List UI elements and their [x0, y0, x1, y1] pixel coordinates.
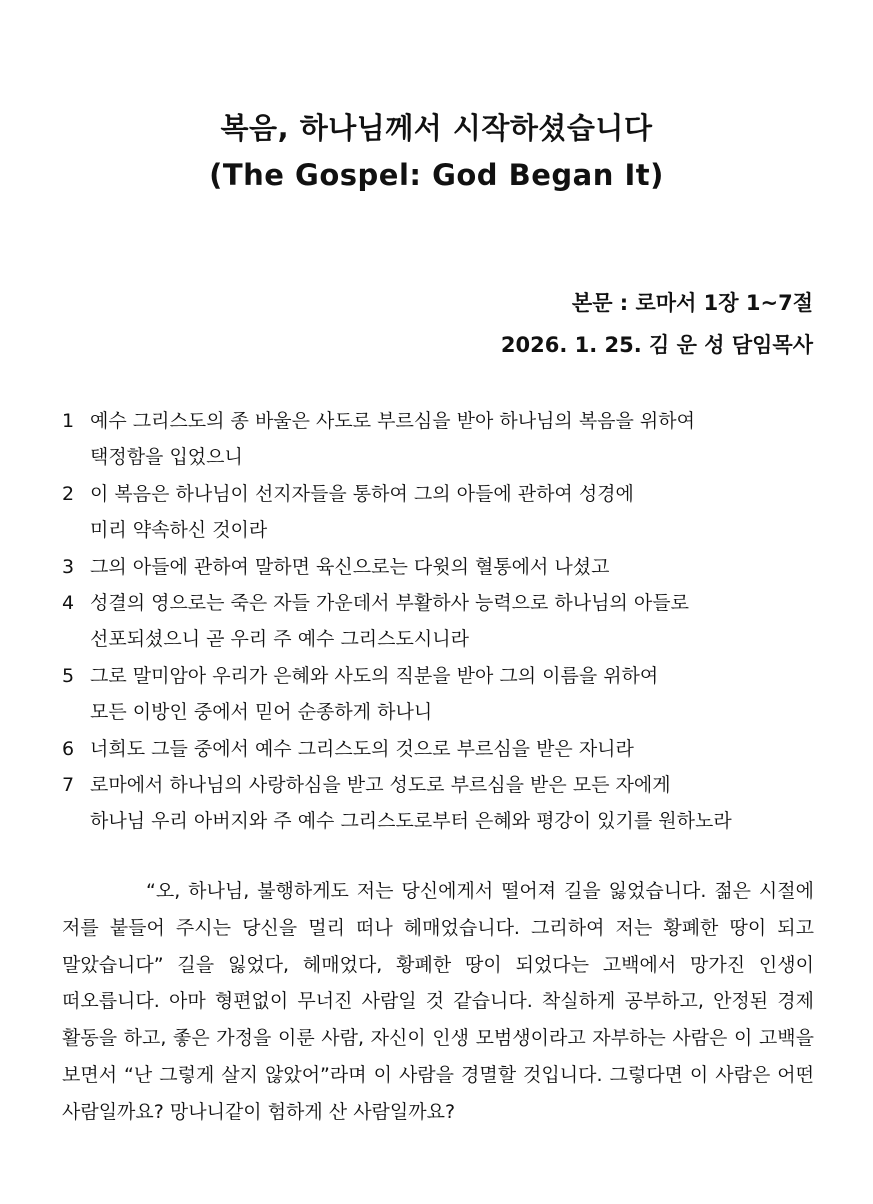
- verse-number: 6: [62, 737, 75, 760]
- verse-number: 3: [62, 555, 75, 578]
- verse-text: 그로 말미암아 우리가 은혜와 사도의 직분을 받아 그의 이름을 위하여 모든 이방인 중에서 믿어 순종하게 하나니: [90, 664, 659, 724]
- sermon-body-paragraph: “오, 하나님, 불행하게도 저는 당신에게서 떨어져 길을 잃었습니다. 젊은 시절에 저를 붙들어 주시는 당신을 멀리 떠나 헤매었습니다. 그리하여 저는 황폐한 땅이 되고 말았습니다” 길을 잃었다, 헤매었다, 황폐한 땅이 되었다는 고백에서 망가진 인생이 떠오릅니다. 아마 형편없이 무너진 사람일 것 같습니다. 착실하게 공부하고, 안정된 경제 활동을 하고, 좋은 가정을 이룬 사람, 자신이 인생 모범생이라고 자부하는 사람은 이 고백을 보면서 “난 그렇게 살지 않았어”라며 이 사람을 경멸할 것입니다. 그렇다면 이 사람은 어떤 사람일까요? 망나니같이 험하게 산 사람일까요?: [62, 880, 814, 1123]
- verse-number: 1: [62, 410, 75, 432]
- date-and-preacher: 2026. 1. 25. 김 운 성 담임목사: [500, 333, 813, 357]
- scripture-reference: 본문 : 로마서 1장 1~7절: [571, 291, 813, 315]
- verse-number: 4: [62, 592, 75, 615]
- verse-number: 5: [62, 664, 75, 687]
- verse-text: 이 복음은 하나님이 선지자들을 통하여 그의 아들에 관하여 성경에 미리 약속하신 것이라: [90, 482, 634, 542]
- verse-item: [62, 658, 822, 731]
- verse-text: 로마에서 하나님의 사랑하심을 받고 성도로 부르심을 받은 모든 자에게 하나님 우리 아버지와 주 예수 그리스도로부터 은혜와 평강이 있기를 원하노라: [90, 774, 732, 833]
- verse-text: 성결의 영으로는 죽은 자들 가운데서 부활하사 능력으로 하나님의 아들로 선포되셨으니 곧 우리 주 예수 그리스도시니라: [90, 592, 689, 651]
- sermon-title-english: (The Gospel: God Began It): [209, 158, 664, 192]
- verse-item: [62, 767, 822, 840]
- verse-item: [62, 549, 822, 585]
- verse-item: [62, 731, 822, 767]
- verse-text: 너희도 그들 중에서 예수 그리스도의 것으로 부르심을 받은 자니라: [90, 737, 634, 760]
- verse-item: [62, 585, 822, 658]
- scripture-verses: [62, 403, 822, 840]
- verse-number: 7: [62, 774, 75, 797]
- verse-text: 예수 그리스도의 종 바울은 사도로 부르심을 받아 하나님의 복음을 위하여 택정함을 입었으니: [90, 410, 695, 469]
- verse-text: 그의 아들에 관하여 말하면 육신으로는 다윗의 혈통에서 나셨고: [90, 555, 610, 578]
- verse-item: [62, 403, 822, 476]
- verse-number: 2: [62, 482, 75, 505]
- verse-item: [62, 476, 822, 549]
- sermon-title-korean: 복음, 하나님께서 시작하셨습니다: [220, 111, 653, 145]
